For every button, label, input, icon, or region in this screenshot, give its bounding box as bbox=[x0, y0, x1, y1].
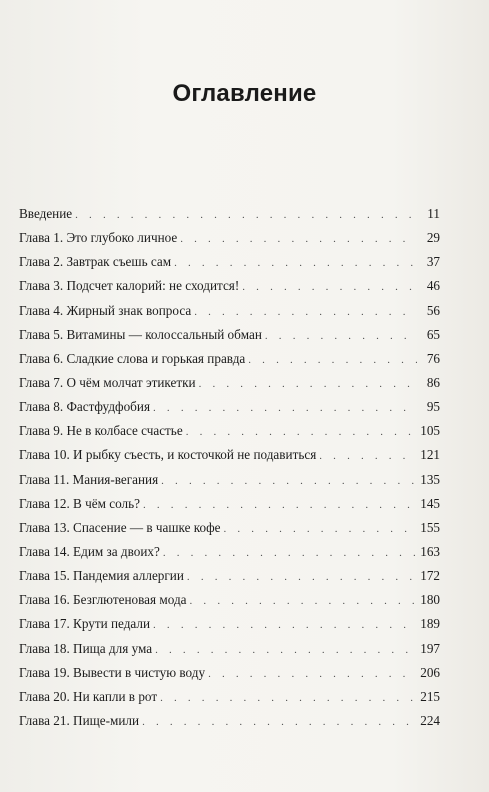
toc-entry[interactable] bbox=[19, 375, 440, 399]
toc-entry-page-number: 180 bbox=[420, 592, 440, 608]
toc-entry-label: Глава 7. О чём молчат этикетки bbox=[19, 374, 196, 390]
toc-entry[interactable] bbox=[19, 327, 440, 351]
toc-entry-label: Глава 1. Это глубоко личное bbox=[19, 230, 178, 246]
dot-leader bbox=[163, 547, 417, 559]
dot-leader bbox=[155, 644, 417, 656]
toc-entry-label: Глава 5. Витамины — колоссальный обман bbox=[19, 326, 262, 342]
toc-entry[interactable] bbox=[19, 665, 440, 689]
toc-entry-page-number: 11 bbox=[427, 206, 440, 221]
toc-entry-label: Глава 16. Безглютеновая мода bbox=[19, 592, 187, 608]
dot-leader bbox=[190, 595, 417, 607]
toc-entry-label: Глава 11. Мания-вегания bbox=[19, 471, 159, 487]
toc-entry[interactable] bbox=[19, 447, 440, 471]
toc-entry[interactable] bbox=[19, 472, 440, 496]
dot-leader bbox=[153, 402, 417, 414]
toc-entry-label: Глава 14. Едим за двоих? bbox=[19, 543, 160, 559]
toc-entry-page-number: 206 bbox=[420, 664, 440, 680]
toc-entry-label: Глава 8. Фастфудфобия bbox=[19, 399, 151, 415]
dot-leader bbox=[199, 378, 417, 390]
toc-entry-page-number: 155 bbox=[420, 519, 440, 535]
toc-entry-page-number: 29 bbox=[426, 230, 440, 246]
dot-leader bbox=[187, 571, 417, 583]
toc-entry[interactable] bbox=[19, 641, 440, 665]
toc-entry-label: Глава 3. Подсчет калорий: не сходится! bbox=[19, 278, 240, 294]
dot-leader bbox=[142, 716, 417, 728]
toc-entry-label: Глава 9. Не в колбасе счастье bbox=[19, 423, 183, 439]
toc-entry[interactable] bbox=[19, 230, 440, 254]
dot-leader bbox=[180, 233, 417, 245]
toc-entry-label: Глава 4. Жирный знак вопроса bbox=[19, 302, 192, 318]
toc-entry-label: Глава 10. И рыбку съесть, и косточкой не подавиться bbox=[19, 447, 317, 463]
toc-entry[interactable] bbox=[19, 423, 440, 447]
toc-entry-page-number: 76 bbox=[426, 350, 440, 366]
toc-entry[interactable] bbox=[19, 520, 440, 544]
table-of-contents bbox=[19, 206, 440, 737]
toc-entry-label: Глава 21. Пище-мили bbox=[19, 712, 140, 728]
toc-entry-page-number: 46 bbox=[426, 278, 440, 294]
toc-entry-page-number: 121 bbox=[420, 447, 440, 463]
dot-leader bbox=[319, 450, 417, 462]
toc-entry-page-number: 197 bbox=[420, 640, 440, 656]
toc-entry-page-number: 163 bbox=[420, 543, 440, 559]
toc-entry[interactable] bbox=[19, 616, 440, 640]
toc-entry[interactable] bbox=[19, 568, 440, 592]
toc-entry-page-number: 105 bbox=[420, 423, 440, 439]
dot-leader bbox=[161, 475, 417, 487]
toc-entry-page-number: 215 bbox=[420, 688, 440, 704]
dot-leader bbox=[242, 281, 417, 293]
toc-entry-label: Глава 19. Вывести в чистую воду bbox=[19, 664, 206, 680]
dot-leader bbox=[153, 619, 417, 631]
toc-entry[interactable] bbox=[19, 278, 440, 302]
toc-entry-page-number: 65 bbox=[426, 326, 440, 342]
toc-entry[interactable] bbox=[19, 254, 440, 278]
dot-leader bbox=[75, 209, 417, 221]
toc-entry-page-number: 135 bbox=[420, 471, 440, 487]
toc-entry-label: Глава 2. Завтрак съешь сам bbox=[19, 254, 172, 270]
toc-entry-page-number: 86 bbox=[426, 374, 440, 390]
toc-entry-label: Глава 17. Крути педали bbox=[19, 616, 151, 632]
toc-entry[interactable] bbox=[19, 496, 440, 520]
toc-entry[interactable] bbox=[19, 713, 440, 737]
dot-leader bbox=[186, 426, 417, 438]
toc-entry-label: Глава 20. Ни капли в рот bbox=[19, 688, 158, 704]
toc-entry-page-number: 37 bbox=[426, 254, 440, 270]
dot-leader bbox=[224, 523, 418, 535]
toc-entry-label: Глава 15. Пандемия аллергии bbox=[19, 568, 184, 584]
toc-entry-page-number: 224 bbox=[420, 712, 440, 728]
toc-entry-label: Глава 18. Пища для ума bbox=[19, 640, 153, 656]
toc-entry[interactable] bbox=[19, 399, 440, 423]
toc-entry-label: Глава 12. В чём соль? bbox=[19, 495, 140, 511]
toc-entry-page-number: 172 bbox=[420, 568, 440, 584]
toc-entry[interactable] bbox=[19, 544, 440, 568]
toc-entry[interactable] bbox=[19, 689, 440, 713]
page-title: Оглавление bbox=[172, 80, 317, 108]
dot-leader bbox=[160, 692, 417, 704]
toc-entry[interactable] bbox=[19, 351, 440, 375]
toc-entry-page-number: 95 bbox=[426, 399, 440, 415]
toc-entry-page-number: 145 bbox=[420, 495, 440, 511]
toc-entry-label: Глава 13. Спасение — в чашке кофе bbox=[19, 519, 221, 535]
toc-entry[interactable] bbox=[19, 592, 440, 616]
dot-leader bbox=[143, 499, 417, 511]
toc-entry[interactable] bbox=[19, 206, 440, 230]
toc-entry[interactable] bbox=[19, 303, 440, 327]
toc-entry-page-number: 189 bbox=[420, 616, 440, 632]
toc-entry-label: Введение bbox=[19, 206, 73, 221]
dot-leader bbox=[208, 668, 417, 680]
dot-leader bbox=[194, 306, 417, 318]
dot-leader bbox=[174, 257, 417, 269]
toc-entry-label: Глава 6. Сладкие слова и горькая правда bbox=[19, 350, 246, 366]
toc-entry-page-number: 56 bbox=[426, 302, 440, 318]
dot-leader bbox=[265, 330, 417, 342]
dot-leader bbox=[248, 354, 417, 366]
